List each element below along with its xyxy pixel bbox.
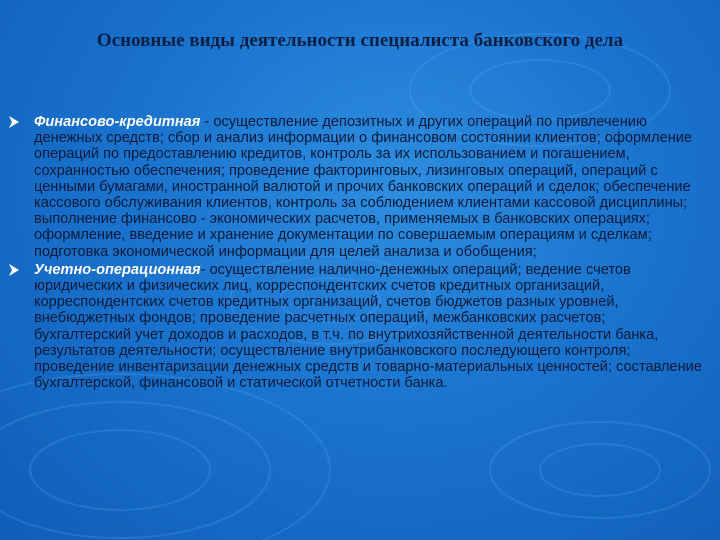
slide-title: Основные виды деятельности специалиста банковского дела: [96, 30, 624, 51]
activity-term: Учетно-операционная: [34, 261, 201, 278]
list-item: [8, 114, 703, 260]
arrowhead-bullet-icon: [8, 264, 20, 276]
activity-list: [8, 114, 703, 391]
activity-description: - осуществление налично-денежных операций; ведение счетов юридических и физических лиц, корреспондентских счетов кредитных организаций, корреспондентских счетов кредитных организаций, счетов бюджетов разных уровней, внебюджетных фондов; проведение расчетных операций, межбанковских расчетов; бухгалтерский учет доходов и расходов, в т.ч. по внутрихозяйственной деятельности банка, результатов деятельности; осуществление внутрибанковского последующего контроля; проведение инвентаризации денежных средств и товарно-материальных ценностей; составление бухгалтерской, финансовой и статической отчетности банка.: [34, 261, 702, 392]
list-item: [8, 262, 703, 392]
activity-description: - осуществление депозитных и других операций по привлечению денежных средств; сбор и анализ информации о финансовом состоянии клиентов; оформление операций по предоставлению кредитов, контроль за их использованием и погашением, сохранностью обеспечения; проведение факторинговых, лизинговых операций, операций с ценными бумагами, иностранной валютой и прочих банковских операций и сделок; обеспечение кассового обслуживания клиентов, контроль за соблюдением клиентами кассовой дисциплины; выполнение финансово - экономических расчетов, применяемых в банковских операциях; оформление, введение и хранение документации по совершаемым операциям и сделкам; подготовка экономической информации для целей анализа и обобщения;: [34, 114, 693, 260]
activity-term: Финансово-кредитная: [34, 114, 201, 130]
arrowhead-bullet-icon: [8, 116, 20, 128]
